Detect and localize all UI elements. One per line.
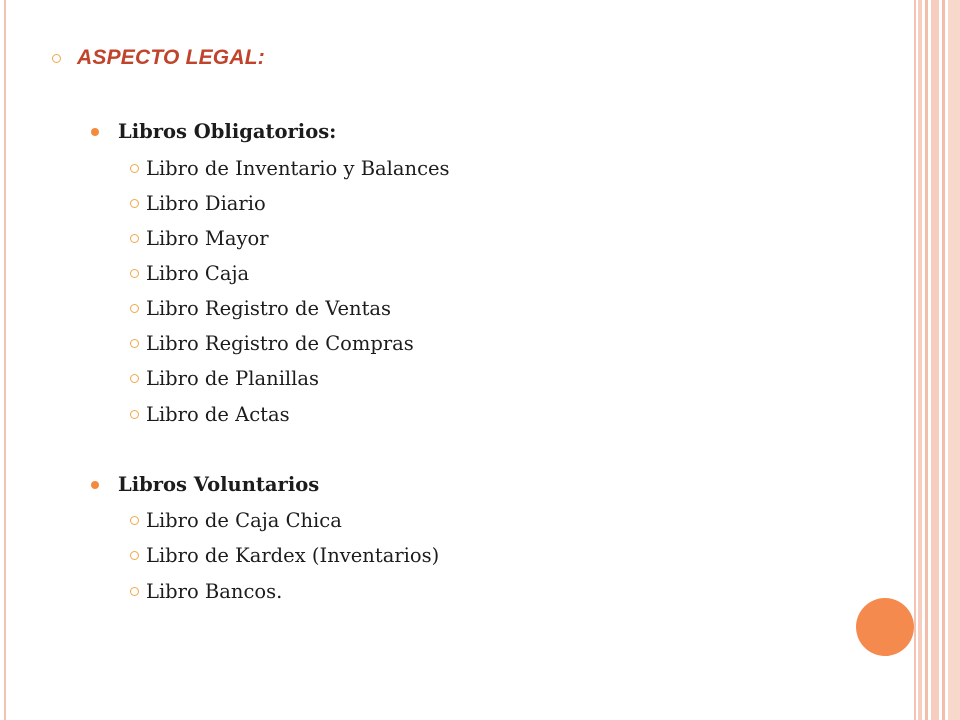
list-item [130,297,391,320]
section-voluntarios [91,473,319,496]
list-item-text: Libro de Planillas [146,367,320,390]
list-item-text: Libro Registro de Ventas [146,297,392,320]
dot-bullet-icon [91,128,99,136]
ring-bullet-icon [130,269,139,278]
ring-bullet-icon [130,410,139,419]
list-item [130,227,269,250]
ring-bullet-icon [130,339,139,348]
ring-bullet-icon [52,54,61,63]
slide-border [4,0,916,720]
ring-bullet-icon [130,551,139,560]
list-item-text: Libro de Kardex (Inventarios) [146,544,440,567]
list-item [130,332,414,355]
slide-heading: ASPECTO LEGAL: [77,46,265,69]
list-item [130,367,319,390]
decorative-stripes [918,0,960,720]
ring-bullet-icon [130,516,139,525]
list-item-text: Libro de Inventario y Balances [146,157,450,180]
list-item [130,403,290,426]
list-item [130,192,266,215]
list-item [130,544,439,567]
ring-bullet-icon [130,234,139,243]
list-item [130,262,249,285]
list-item-text: Libro Bancos. [146,580,283,603]
section-obligatorios [91,120,336,143]
list-item-text: Libro Diario [146,192,266,215]
ring-bullet-icon [130,199,139,208]
heading-row [52,46,265,70]
ring-bullet-icon [130,587,139,596]
dot-bullet-icon [91,481,99,489]
list-item-text: Libro de Actas [146,403,290,426]
ring-bullet-icon [130,374,139,383]
accent-circle [856,598,914,656]
list-item-text: Libro Mayor [146,227,269,250]
section-title: Libros Voluntarios [118,473,320,496]
list-item [130,580,282,603]
list-item-text: Libro de Caja Chica [146,509,342,532]
section-title: Libros Obligatorios: [118,120,337,143]
ring-bullet-icon [130,164,139,173]
list-item-text: Libro Caja [146,262,250,285]
list-item-text: Libro Registro de Compras [146,332,414,355]
list-item [130,157,450,180]
list-item [130,509,342,532]
ring-bullet-icon [130,304,139,313]
